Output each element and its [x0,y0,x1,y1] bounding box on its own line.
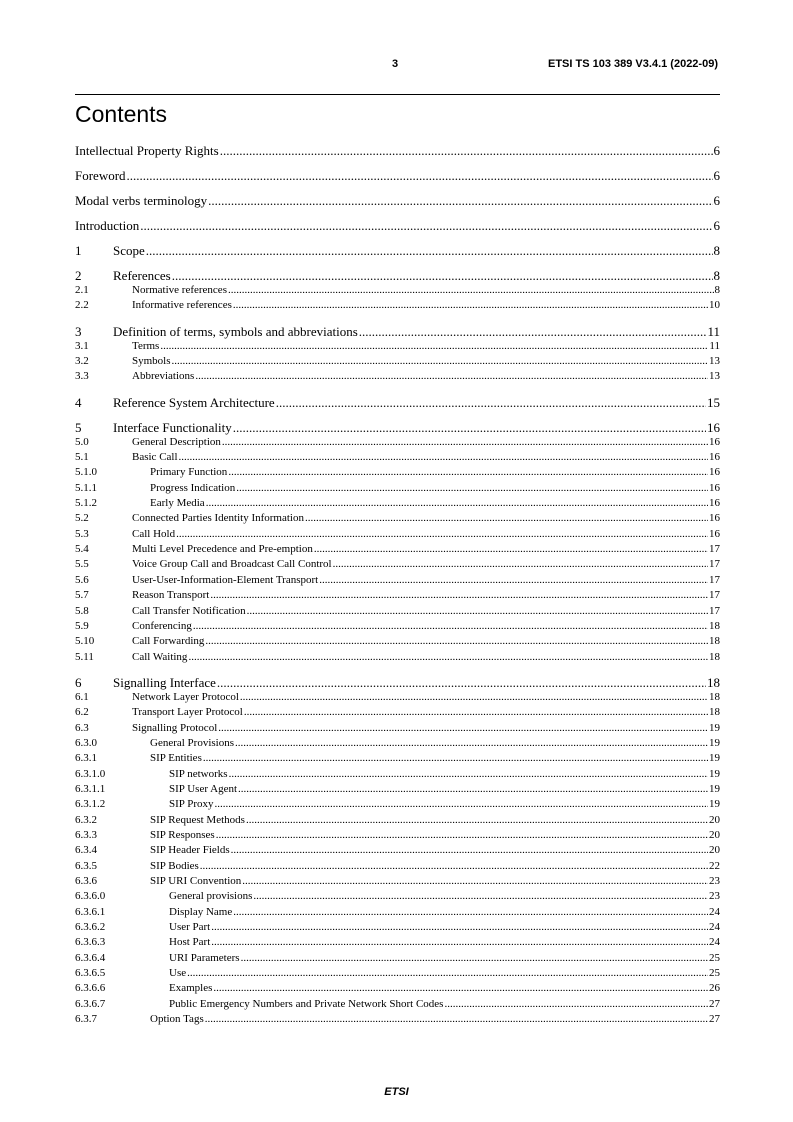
toc-entry-number: 5.9 [75,619,89,632]
toc-entry-number: 2 [75,268,82,283]
toc-entry-number: 6.3.6.6 [75,982,106,995]
toc-entry-page: 20 [709,813,720,826]
toc-leader-dots [247,605,708,617]
toc-entry-page: 23 [709,875,720,887]
toc-leader-dots [215,798,708,810]
toc-entry-page: 18 [709,706,720,719]
toc-entry[interactable] [75,193,720,209]
toc-leader-dots [229,768,708,780]
toc-entry-page: 24 [709,921,720,934]
toc-entry-label: SIP Request Methods [150,813,245,826]
toc-leader-dots [210,589,708,601]
toc-entry-number: 5.1.1 [75,481,97,494]
toc-entry-number: 6 [75,674,82,690]
toc-entry[interactable] [75,860,720,875]
toc-entry-number: 6.3.4 [75,844,97,857]
toc-entry[interactable] [75,168,720,184]
toc-leader-dots [228,466,708,478]
toc-entry-label: Progress Indication [150,481,236,494]
toc-entry-page: 8 [714,284,720,296]
toc-entry-page: 17 [709,543,720,556]
toc-leader-dots [146,243,713,259]
toc-entry[interactable] [75,814,720,829]
toc-entry-label: Introduction [75,218,140,233]
toc-entry-number: 5.1.0 [75,466,97,479]
toc-entry-number: 6.3 [75,721,89,734]
toc-entry[interactable] [75,998,720,1013]
toc-entry-number: 6.3.1.1 [75,782,106,795]
toc-entry-label: Signalling Protocol [132,721,218,734]
toc-entry-number: 3 [75,323,82,339]
toc-entry-page: 18 [709,619,720,632]
toc-entry[interactable] [75,574,720,589]
toc-entry-number: 5.10 [75,635,95,648]
toc-entry-page: 8 [713,268,720,283]
toc-entry-number: 6.3.5 [75,859,97,872]
toc-entry-label: General Provisions [150,736,235,749]
toc-leader-dots [241,952,708,964]
toc-entry-number: 6.3.6.1 [75,905,106,918]
toc-entry-page: 10 [709,299,720,312]
toc-entry-label: Reference System Architecture [113,394,275,410]
toc-entry[interactable] [75,528,720,543]
toc-entry-page: 18 [709,690,720,703]
toc-entry-number: 1 [75,243,82,258]
toc-entry-number: 6.3.1 [75,752,97,765]
toc-entry[interactable] [75,436,720,451]
toc-leader-dots [228,284,714,296]
toc-entry-label: Normative references [132,284,227,296]
toc-entry[interactable] [75,284,720,299]
toc-leader-dots [179,451,708,463]
toc-entry-number: 6.2 [75,706,89,719]
toc-entry-label: Display Name [169,905,233,918]
toc-entry[interactable] [75,605,720,620]
toc-entry[interactable] [75,829,720,844]
toc-entry-page: 17 [709,589,720,602]
toc-leader-dots [208,193,712,209]
toc-entry-label: Informative references [132,299,232,312]
toc-entry-page: 19 [709,736,720,749]
toc-entry-page: 24 [709,905,720,918]
toc-entry-page: 6 [713,218,720,233]
toc-entry-number: 6.3.2 [75,813,97,826]
toc-entry-label: References [113,268,171,283]
toc-entry[interactable] [75,243,720,259]
toc-entry-label: SIP Bodies [150,859,199,872]
toc-entry[interactable] [75,620,720,635]
toc-entry-page: 25 [709,951,720,964]
toc-leader-dots [211,936,708,948]
toc-entry-number: 3.1 [75,339,89,352]
toc-leader-dots [188,651,708,663]
toc-leader-dots [233,420,706,436]
toc-leader-dots [193,620,708,632]
toc-entry-number: 5.8 [75,604,89,617]
toc-entry-label: SIP Entities [150,752,202,765]
toc-entry-label: Definition of terms, symbols and abbreviations [113,323,358,339]
toc-entry[interactable] [75,921,720,936]
toc-entry-number: 6.3.3 [75,828,97,841]
toc-entry[interactable] [75,768,720,783]
toc-entry-label: Voice Group Call and Broadcast Call Control [132,558,332,571]
toc-leader-dots [319,574,708,586]
toc-leader-dots [218,722,708,734]
toc-entry-page: 27 [709,997,720,1010]
toc-entry-label: Reason Transport [132,589,210,602]
toc-entry-page: 24 [709,936,720,949]
toc-entry-page: 19 [709,752,720,765]
toc-entry[interactable] [75,558,720,573]
toc-entry-page: 16 [709,435,720,448]
toc-entry-number: 6.1 [75,690,89,703]
toc-entry-page: 19 [709,782,720,795]
toc-entry[interactable] [75,967,720,982]
toc-entry-number: 6.3.0 [75,736,97,749]
toc-entry-page: 17 [709,558,720,571]
toc-leader-dots [222,436,708,448]
toc-leader-dots [203,752,708,764]
toc-entry-page: 17 [709,604,720,617]
toc-entry-label: SIP Header Fields [150,844,230,857]
toc-leader-dots [216,829,708,841]
toc-entry[interactable] [75,906,720,921]
toc-entry[interactable] [75,497,720,512]
toc-leader-dots [276,395,706,411]
toc-entry-label: Basic Call [132,451,178,464]
toc-entry-label: Primary Function [150,466,228,479]
toc-entry[interactable] [75,512,720,527]
toc-leader-dots [205,635,708,647]
toc-leader-dots [187,967,708,979]
toc-entry-page: 11 [709,339,720,352]
toc-entry-page: 19 [709,721,720,734]
toc-entry-page: 25 [709,967,720,980]
toc-entry-number: 3.3 [75,370,89,383]
toc-entry[interactable] [75,783,720,798]
toc-entry[interactable] [75,589,720,604]
toc-entry-page: 13 [709,370,720,383]
toc-entry-label: Call Hold [132,527,176,540]
toc-entry-page: 20 [709,844,720,857]
toc-entry-number: 6.3.6.2 [75,921,106,934]
toc-entry-label: User Part [169,921,211,934]
toc-leader-dots [246,814,708,826]
toc-leader-dots [200,860,708,872]
toc-entry[interactable] [75,675,720,691]
toc-entry-label: SIP Proxy [169,798,214,811]
toc-leader-dots [333,558,708,570]
toc-entry[interactable] [75,982,720,997]
toc-entry-page: 8 [713,243,720,258]
toc-leader-dots [127,168,713,184]
toc-entry-page: 23 [709,890,720,903]
toc-leader-dots [220,143,713,159]
toc-leader-dots [217,675,706,691]
toc-entry-page: 16 [709,451,720,464]
toc-entry[interactable] [75,1013,720,1028]
toc-entry-page: 19 [709,798,720,811]
toc-entry[interactable] [75,340,720,355]
toc-entry-page: 17 [709,573,720,586]
toc-entry-page: 20 [709,828,720,841]
toc-entry-number: 3.2 [75,355,89,368]
toc-entry-label: Call Waiting [132,650,188,663]
toc-entry-number: 5.6 [75,573,89,586]
toc-entry-label: Terms [132,339,160,352]
toc-leader-dots [206,497,708,509]
toc-entry-label: Multi Level Precedence and Pre-emption [132,543,313,556]
toc-leader-dots [140,218,712,234]
toc-entry[interactable] [75,651,720,666]
toc-entry[interactable] [75,722,720,737]
toc-entry-number: 5 [75,419,82,435]
toc-leader-dots [238,783,708,795]
toc-leader-dots [176,528,708,540]
table-of-contents [75,143,720,1028]
toc-entry-number: 5.0 [75,435,89,448]
toc-leader-dots [233,299,708,311]
toc-entry-label: SIP User Agent [169,782,238,795]
toc-leader-dots [172,355,708,367]
toc-entry-label: URI Parameters [169,951,240,964]
toc-leader-dots [172,268,713,284]
toc-entry-label: Connected Parties Identity Information [132,512,304,525]
toc-entry-label: Early Media [150,497,205,510]
toc-leader-dots [359,324,707,340]
toc-entry-label: Host Part [169,936,211,949]
toc-leader-dots [236,482,708,494]
toc-entry-number: 5.5 [75,558,89,571]
toc-entry[interactable] [75,299,720,314]
toc-entry-label: Examples [169,982,213,995]
toc-entry-number: 6.3.7 [75,1013,97,1026]
toc-entry[interactable] [75,143,720,159]
toc-entry-page: 16 [709,527,720,540]
toc-entry[interactable] [75,482,720,497]
toc-entry-number: 2.1 [75,284,89,296]
toc-entry[interactable] [75,952,720,967]
toc-leader-dots [211,921,708,933]
toc-entry[interactable] [75,890,720,905]
toc-entry[interactable] [75,798,720,813]
toc-entry[interactable] [75,706,720,721]
toc-entry[interactable] [75,268,720,284]
toc-entry-page: 26 [709,982,720,995]
toc-entry-label: Transport Layer Protocol [132,706,243,719]
toc-leader-dots [233,906,708,918]
toc-entry-page: 16 [709,512,720,525]
page-title: Contents [75,101,168,127]
toc-entry-page: 16 [709,497,720,510]
toc-entry-label: Network Layer Protocol [132,690,239,703]
toc-entry-label: Public Emergency Numbers and Private Network Short Codes [169,997,444,1010]
toc-entry-label: General provisions [169,890,253,903]
toc-entry-page: 22 [709,859,720,872]
toc-entry-page: 6 [713,143,720,158]
toc-leader-dots [314,543,708,555]
toc-entry[interactable] [75,370,720,385]
toc-entry-label: Conferencing [132,619,192,632]
footer-publisher: ETSI [384,1086,409,1098]
toc-entry-label: SIP URI Convention [150,875,242,887]
toc-entry-number: 6.3.6.0 [75,890,106,903]
toc-leader-dots [205,1013,708,1025]
toc-entry[interactable] [75,936,720,951]
header-rule [75,94,720,95]
toc-entry[interactable] [75,875,720,890]
toc-leader-dots [253,890,708,902]
toc-leader-dots [244,706,708,718]
toc-entry-page: 27 [709,1013,720,1026]
toc-leader-dots [231,844,708,856]
toc-entry[interactable] [75,752,720,767]
toc-entry-number: 6.3.6.7 [75,997,106,1010]
toc-entry-label: Option Tags [150,1013,204,1026]
toc-leader-dots [235,737,708,749]
toc-entry-page: 19 [709,767,720,780]
toc-entry-number: 6.3.1.0 [75,767,106,780]
toc-entry-label: User-User-Information-Element Transport [132,573,319,586]
toc-entry-number: 5.2 [75,512,89,525]
toc-entry-page: 18 [709,650,720,663]
toc-entry-label: Abbreviations [132,370,195,383]
toc-entry[interactable] [75,395,720,411]
toc-leader-dots [213,982,708,994]
toc-entry-number: 6.3.6.5 [75,967,106,980]
toc-entry-page: 16 [709,481,720,494]
toc-entry-label: Modal verbs terminology [75,193,208,208]
toc-entry-number: 6.3.6 [75,875,97,887]
toc-entry[interactable] [75,324,720,340]
toc-entry[interactable] [75,844,720,859]
toc-entry-number: 5.1.2 [75,497,97,510]
toc-entry[interactable] [75,451,720,466]
toc-entry[interactable] [75,737,720,752]
toc-leader-dots [195,370,708,382]
toc-entry[interactable] [75,218,720,234]
toc-entry-number: 2.2 [75,299,89,312]
toc-entry-page: 16 [707,419,720,435]
toc-entry-page: 11 [707,323,720,339]
toc-entry-label: Call Forwarding [132,635,205,648]
toc-entry-number: 5.11 [75,650,94,663]
toc-entry-page: 16 [709,466,720,479]
toc-leader-dots [242,875,708,887]
toc-entry-label: Call Transfer Notification [132,604,246,617]
toc-entry-label: Symbols [132,355,171,368]
toc-entry-label: SIP networks [169,767,228,780]
toc-entry[interactable] [75,543,720,558]
page-number: 3 [392,58,399,70]
toc-entry-label: General Description [132,435,221,448]
toc-entry-page: 18 [709,635,720,648]
toc-entry-label: Interface Functionality [113,419,232,435]
document-id: ETSI TS 103 389 V3.4.1 (2022-09) [548,58,718,70]
toc-entry-label: Foreword [75,168,126,183]
toc-entry[interactable] [75,691,720,706]
toc-leader-dots [305,512,708,524]
toc-leader-dots [160,340,708,352]
toc-entry-page: 6 [713,193,720,208]
toc-entry-page: 18 [707,674,720,690]
toc-entry-number: 5.1 [75,451,89,464]
toc-entry[interactable] [75,420,720,436]
toc-entry[interactable] [75,355,720,370]
toc-entry-page: 15 [707,394,720,410]
toc-leader-dots [444,998,708,1010]
toc-entry-label: Intellectual Property Rights [75,143,219,158]
toc-entry-number: 6.3.6.4 [75,951,106,964]
toc-entry-label: Scope [113,243,145,258]
toc-entry-label: Signalling Interface [113,674,216,690]
toc-entry-number: 5.7 [75,589,89,602]
toc-entry-label: Use [169,967,187,980]
toc-entry-number: 5.3 [75,527,89,540]
toc-entry-page: 6 [713,168,720,183]
toc-leader-dots [240,691,708,703]
toc-entry-number: 5.4 [75,543,89,556]
toc-entry[interactable] [75,466,720,481]
toc-entry[interactable] [75,635,720,650]
toc-entry-page: 13 [709,355,720,368]
toc-entry-label: SIP Responses [150,828,215,841]
toc-entry-number: 6.3.6.3 [75,936,106,949]
toc-entry-number: 4 [75,394,82,410]
toc-entry-number: 6.3.1.2 [75,798,106,811]
